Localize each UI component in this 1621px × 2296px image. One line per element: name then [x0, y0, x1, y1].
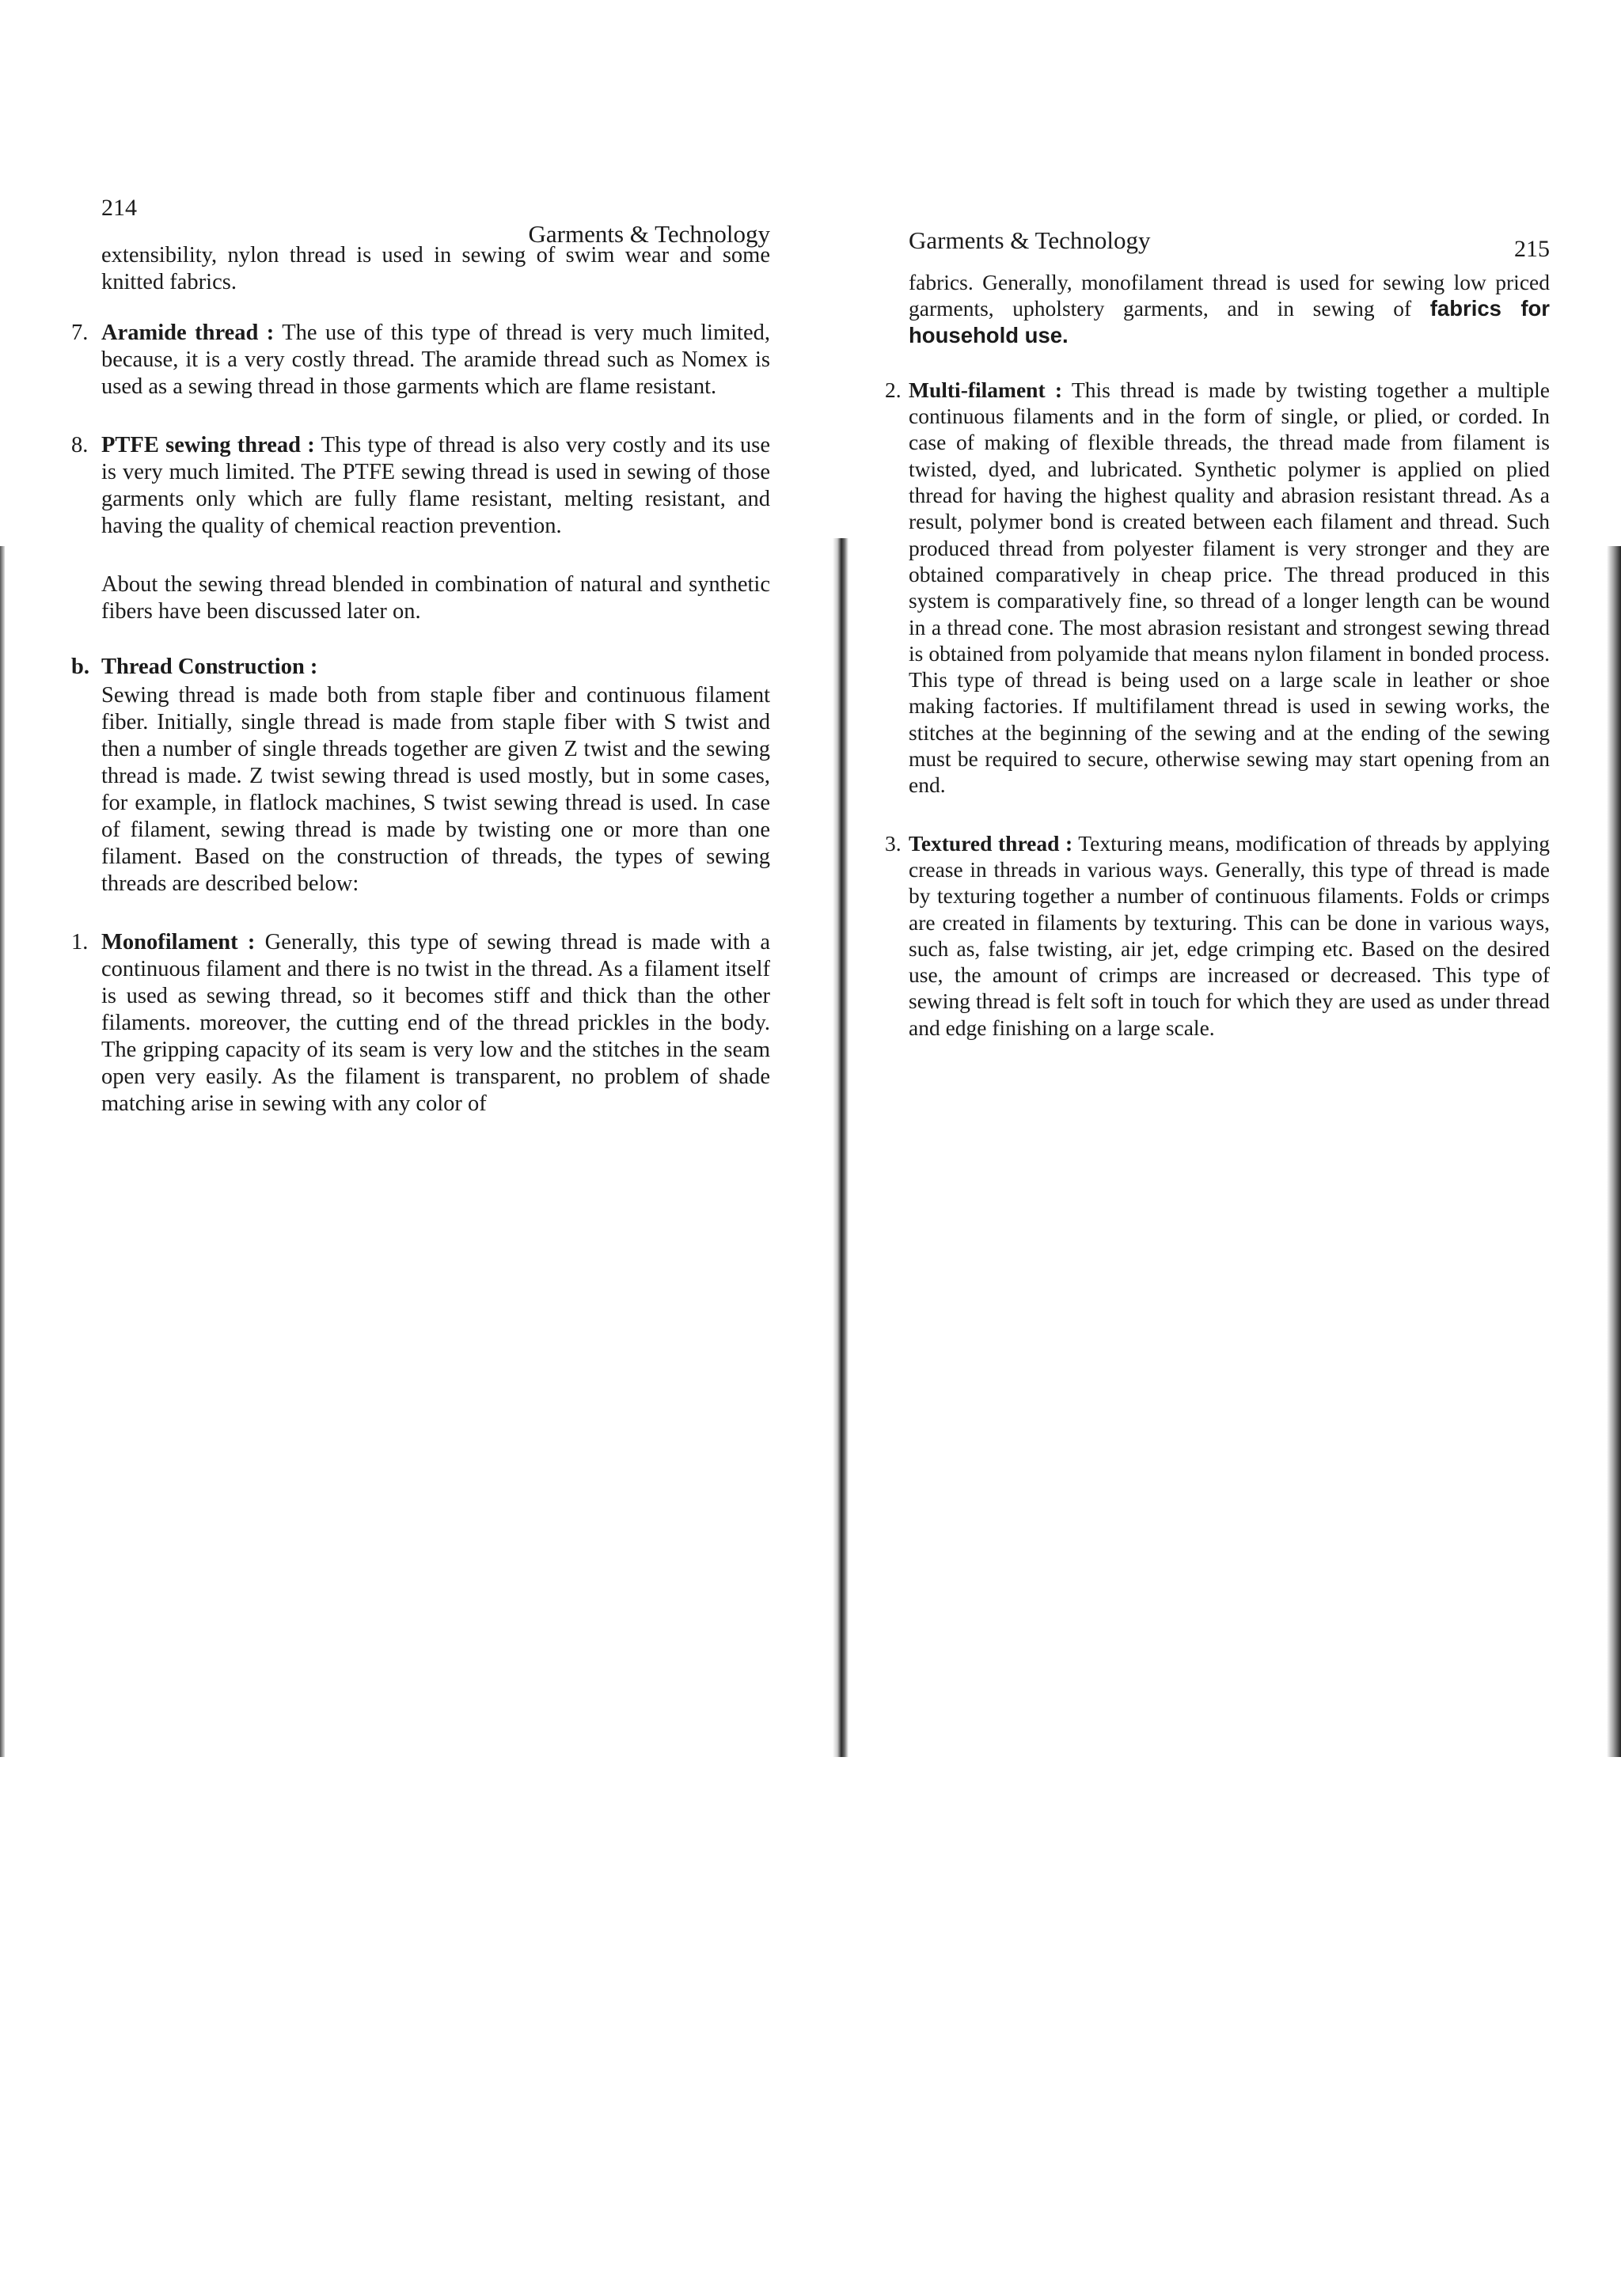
right-page-header — [909, 226, 1550, 261]
item-number: 2. — [885, 377, 902, 402]
item-lead: PTFE sewing thread : — [101, 433, 315, 457]
item-monofilament — [71, 929, 770, 1118]
left-page-header — [101, 195, 770, 248]
item-text: Generally, this type of sewing thread is made with a continuous filament and there is no twist in the thread. As a filament itself is used as sewing thread, so it becomes stiff and thick than the other filaments. moreover, the cutting end of the thread prickles in the body. The gripping capacity of its seam is very low and the stitches in the seam open very easily. As the filament is transparent, no problem of shade matching arise in sewing with any color of — [101, 930, 770, 1116]
left-intro-paragraph: extensibility, nylon thread is used in sewing of swim wear and some knitted fabrics. — [101, 243, 770, 294]
item-paragraph — [101, 929, 770, 1118]
item-number: 7. — [71, 321, 89, 345]
item-number: 1. — [71, 930, 89, 954]
item-text: This type of thread is also very costly and its use is very much limited. The PTFE sewing thread is used in sewing of those garments only which are fully flame resistant, melting resistant, and having the quality of chemical reaction prevention. — [101, 433, 770, 538]
left-running-title: Garments & Technology — [528, 220, 770, 248]
scan-shadow-right — [1607, 546, 1621, 1757]
right-page-body — [885, 269, 1550, 1072]
scan-shadow-left — [0, 546, 5, 1757]
item-textured-thread — [885, 830, 1550, 1041]
blended-thread-note: About the sewing thread blended in combination of natural and synthetic fibers have been discussed later on. — [101, 572, 770, 624]
item-aramide-thread — [71, 320, 770, 400]
right-intro-text: fabrics. Generally, monofilament thread is used for sewing low priced garments, upholstery garments, and in sewing of — [909, 270, 1550, 321]
item-paragraph — [101, 432, 770, 540]
item-number: 3. — [885, 830, 902, 856]
item-lead: Aramide thread : — [101, 321, 275, 345]
item-text: Texturing means, modification of threads by applying crease in threads in various ways. Generally, this type of thread is made by texturing together a number of continuous filaments. Folds or crimps are created in filaments by texturing. This can be done in various ways, such as, false twisting, air jet, edge crimping etc. Based on the desired use, the amount of crimps are increased or decreased. This type of sewing thread is felt soft in touch for which they are used as under thread and edge finishing on a large scale. — [909, 830, 1550, 1040]
item-paragraph — [101, 320, 770, 400]
right-intro-bold: fabrics for household use. — [909, 296, 1550, 347]
item-multi-filament — [885, 377, 1550, 799]
section-title: Thread Construction : — [101, 655, 318, 679]
item-text: The use of this type of thread is very much limited, because, it is a very costly thread. The aramide thread such as Nomex is used as a sewing thread in those garments which are flame resistant. — [101, 321, 770, 399]
item-paragraph — [909, 377, 1550, 799]
item-lead: Textured thread : — [909, 830, 1073, 856]
right-page-number: 215 — [1514, 236, 1550, 262]
item-ptfe-thread — [71, 432, 770, 540]
left-page-body — [71, 242, 770, 1149]
item-paragraph — [909, 830, 1550, 1041]
book-gutter — [833, 538, 848, 1757]
thread-construction-paragraph: Sewing thread is made both from staple fiber and continuous filament fiber. Initially, single thread is made from staple fiber with S twist and then a number of single threads together are given Z twist and the sewing thread is made. Z twist sewing thread is used mostly, but in some cases, for example, in flatlock machines, S twist sewing thread is used. In case of filament, sewing thread is made by twisting one or more than one filament. Based on the construction of threads, the types of sewing threads are described below: — [101, 683, 770, 896]
item-lead: Multi-filament : — [909, 377, 1063, 402]
section-heading-thread-construction — [71, 654, 770, 681]
item-text: This thread is made by twisting together a multiple continuous filaments and in the form of single, or plied, or corded. In case of making of flexible threads, the thread made from filament is twisted, dyed, and lubricated. Synthetic polymer is applied on plied thread for having the highest quality and abrasion resistant thread. As a result, polymer bond is created between each filament and thread. Such produced thread from polyester filament is very stronger and they are obtained comparatively in cheap price. The thread produced in this system is comparatively fine, so thread of a longer length can be wound in a thread cone. The most abrasion resistant and strongest sewing thread is obtained from polyamide that means nylon filament in bonded process. This type of thread is being used on a large scale in leather or shoe making factories. If multifilament thread is used in sewing works, the stitches at the beginning of the sewing and at the ending of the sewing must be required to secure, otherwise sewing may start opening from an end. — [909, 377, 1550, 798]
right-running-title: Garments & Technology — [909, 226, 1151, 254]
left-page-number: 214 — [101, 195, 137, 221]
section-letter: b. — [71, 655, 89, 679]
right-intro-paragraph — [909, 269, 1550, 348]
item-lead: Monofilament : — [101, 930, 256, 954]
item-number: 8. — [71, 433, 89, 457]
